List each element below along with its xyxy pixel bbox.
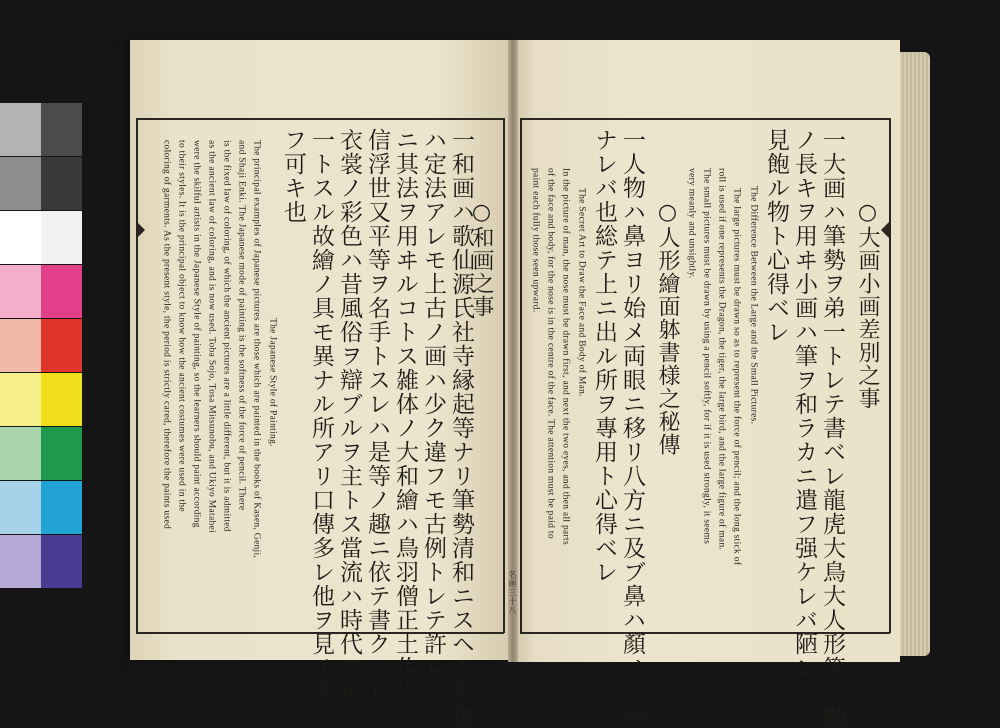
right-en-col: The large pictures must be drawn so as to represent the force of pencil; and the long stick of	[731, 188, 742, 566]
left-heading: ○和画之事	[469, 200, 494, 318]
right-heading-2: ○人形繪面躰書様之秘傳	[655, 200, 680, 456]
color-swatch	[0, 535, 41, 588]
left-en-col: as the ancient law of coloring, and is now used. Toba Sojo, Tosa Mitsunobu, and Ukiyo Matahei	[206, 140, 217, 533]
left-jp-col: フ可キ也	[280, 128, 306, 224]
right-jp-col: ノ長キヲ用ヰ小画ハ筆ヲ和ラカニ遣フ强ケレバ陋レク	[791, 128, 817, 704]
book-gutter	[508, 40, 518, 662]
color-swatch	[41, 265, 82, 318]
left-frame-left	[136, 118, 138, 633]
left-jp-col: 一トスル故繪ノ具モ異ナル所アリ口傳多レ他ヲ見テ考	[308, 128, 334, 704]
right-en-title: The Difference Between the Large and the Small Pictures.	[748, 186, 759, 425]
right-en-col: of the face and body, for the nose is in the centre of the face. The attention must be paid to	[545, 168, 556, 539]
left-jp-col: 衣裳ノ彩色ハ昔風俗ヲ辯ブルヲ主トス當流ハ時代ヲ弟	[336, 128, 362, 704]
color-swatch	[0, 157, 41, 210]
right-en-col: very meanly and unsightly.	[686, 168, 697, 279]
right-en-title: The Secret Art to Draw the Face and Body of Man.	[576, 188, 587, 397]
color-swatch	[41, 319, 82, 372]
color-swatch	[0, 211, 41, 264]
right-fold-mark	[881, 222, 889, 238]
right-jp-col: 一大画ハ筆勢ヲ弟一トレテ書ベレ龍虎大鳥大人形等ハ軸	[819, 128, 845, 728]
right-jp-col: 一人物ハ鼻ヨリ始メ両眼ニ移リ八方ニ及ブ鼻ハ顏ノ中央	[619, 128, 645, 728]
color-swatch	[0, 319, 41, 372]
color-swatch	[41, 103, 82, 156]
color-swatch	[41, 535, 82, 588]
right-heading-1: ○大画小画差別之事	[855, 200, 880, 410]
right-en-col: roll is used if one represents the Dragon, the tiger, the large bird, and the large figure of man.	[716, 168, 727, 551]
color-swatch	[41, 211, 82, 264]
right-frame-left	[520, 118, 522, 633]
right-en-col: In the picture of man, the nose must be drawn first, and next the two eyes, and then all parts	[560, 168, 571, 545]
right-frame-right	[889, 118, 891, 633]
left-jp-col: 信浮世又平等ヲ名手トスレハ是等ノ趣ニ依テ書クベレ	[364, 128, 390, 704]
color-swatch	[0, 373, 41, 426]
color-swatch	[41, 427, 82, 480]
left-jp-col: ハ定法アレモ上古ノ画ハ少ク違フモ古例トレテ許レ今	[420, 128, 446, 704]
left-en-title: The Japanese Style of Painting.	[267, 318, 278, 447]
left-frame-top	[136, 118, 504, 120]
color-swatch	[0, 265, 41, 318]
color-swatch	[0, 103, 41, 156]
folio-number: 名画三十八	[508, 570, 517, 615]
right-jp-col: 見飽ル物ト心得ベレ	[763, 128, 789, 344]
left-en-col: The principal examples of Japanese pictures are those which are painted in the books of Kasen, Genji,	[251, 140, 262, 559]
color-swatch	[0, 427, 41, 480]
left-en-col: coloring of garments. As the present style, the period is strictly cared, therefore the paints used	[161, 140, 172, 530]
left-jp-col: ニ其法ヲ用ヰルコトス雑体ノ大和繪ハ鳥羽僧正土佐光	[392, 128, 418, 704]
right-jp-col: ナレバ也総テ上ニ出ル所ヲ專用ト心得ベレ	[591, 128, 617, 584]
color-swatch	[0, 481, 41, 534]
right-frame-top	[520, 118, 890, 120]
left-frame-right	[503, 118, 505, 633]
color-swatch	[41, 373, 82, 426]
left-jp-col: 一和画ハ歌仙源氏社寺縁起等ナリ筆勢清和ニスヘシ彩色	[448, 128, 474, 728]
right-en-col: The small pictures must be drawn by using a pencil softly, for if it is used strongly, it seems	[701, 168, 712, 545]
left-en-col: were the skilful artists in the Japanese Style of painting, so the learners should paint according	[191, 140, 202, 528]
right-en-col: paint each fully those seen upward.	[530, 168, 541, 313]
left-fold-mark	[137, 222, 145, 238]
left-en-col: and Shaji Enki. The Japanese mode of painting is the softness of the force of pencil. There	[236, 140, 247, 511]
left-en-col: is the fixed law of coloring, of which the ancient pictures are a little different, but it is admitted	[221, 140, 232, 532]
book-page-edges	[896, 52, 930, 656]
left-en-col: to their styles. It is the principal object to know how the ancient costumes were used in the	[176, 140, 187, 512]
color-swatch	[41, 157, 82, 210]
color-swatch	[41, 481, 82, 534]
